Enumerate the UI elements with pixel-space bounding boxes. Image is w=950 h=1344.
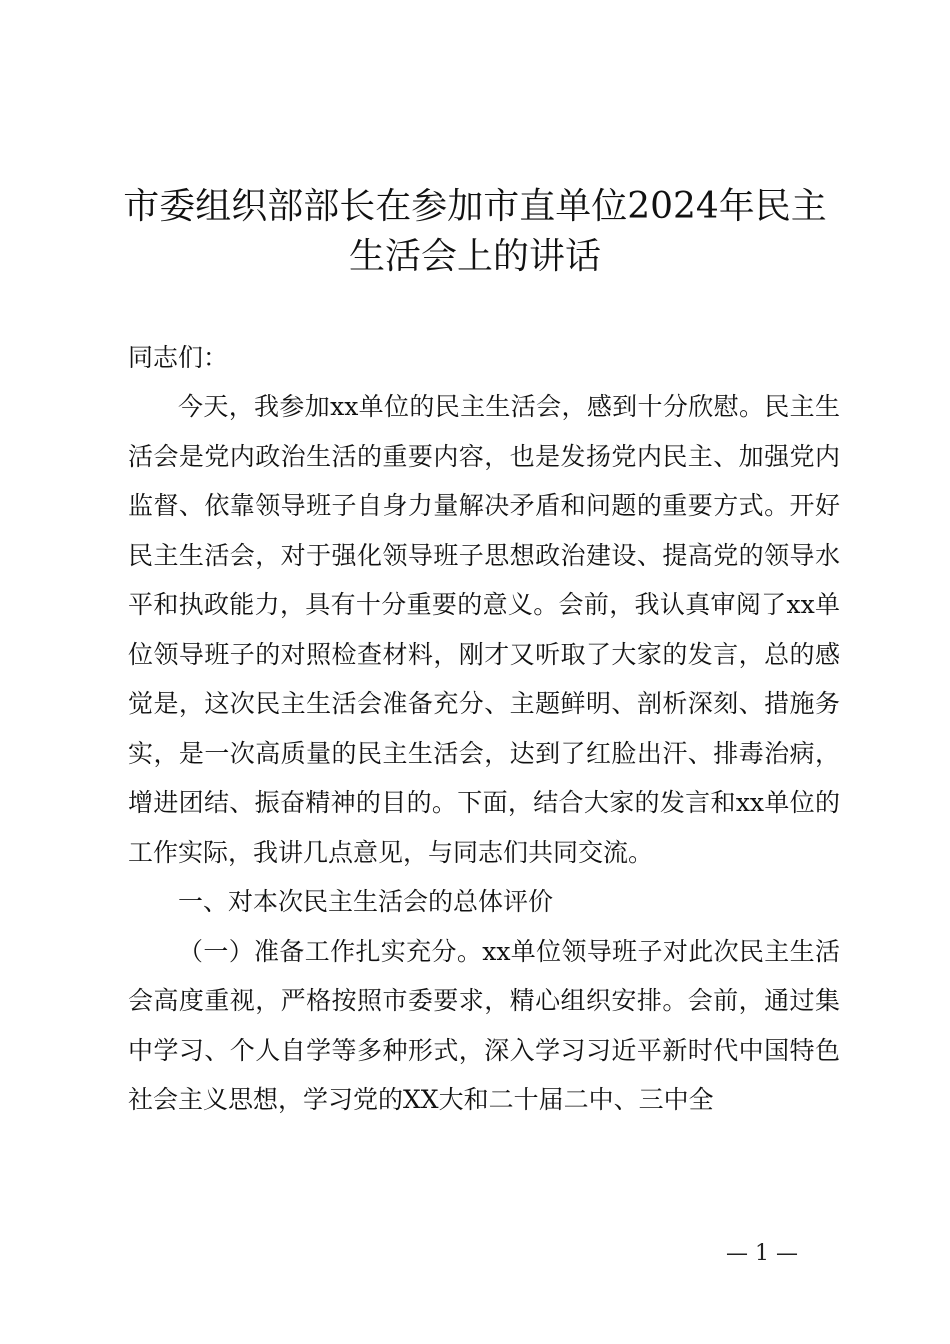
document-title: [100, 182, 850, 282]
document-body: [128, 382, 840, 1125]
subsection-paragraph: [128, 927, 840, 1125]
intro-paragraph: 今天，我参加xx单位的民主生活会，感到十分欣慰。民主生活会是党内政治生活的重要内容，也是发扬党内民主、加强党内监督、依靠领导班子自身力量解决矛盾和问题的重要方式。开好民主生活会，对于强化领导班子思想政治建设、提高党的领导水平和执政能力，具有十分重要的意义。会前，我认真审阅了xx单位领导班子的对照检查材料，刚才又听取了大家的发言，总的感觉是，这次民主生活会准备充分、主题鲜明、剖析深刻、措施务实，是一次高质量的民主生活会，达到了红脸出汗、排毒治病，增进团结、振奋精神的目的。下面，结合大家的发言和xx单位的工作实际，我讲几点意见，与同志们共同交流。: [128, 392, 840, 867]
title-line-1: 市委组织部部长在参加市直单位2024年民主: [123, 186, 827, 227]
salutation: 同志们：: [128, 343, 229, 372]
subsection-label: （一）准备工作扎实充分。: [178, 936, 483, 966]
subsection-text: xx单位领导班子对此次民主生活会高度重视，严格按照市委要求，精心组织安排。会前，通过集中学习、个人自学等多种形式，深入学习习近平新时代中国特色社会主义思想，学习党的XX大和二十届二中、三中全: [128, 936, 840, 1114]
title-line-2: 生活会上的讲话: [348, 236, 601, 277]
page-number: — 1 —: [726, 1241, 798, 1266]
section-heading-1: 一、对本次民主生活会的总体评价: [178, 887, 554, 916]
